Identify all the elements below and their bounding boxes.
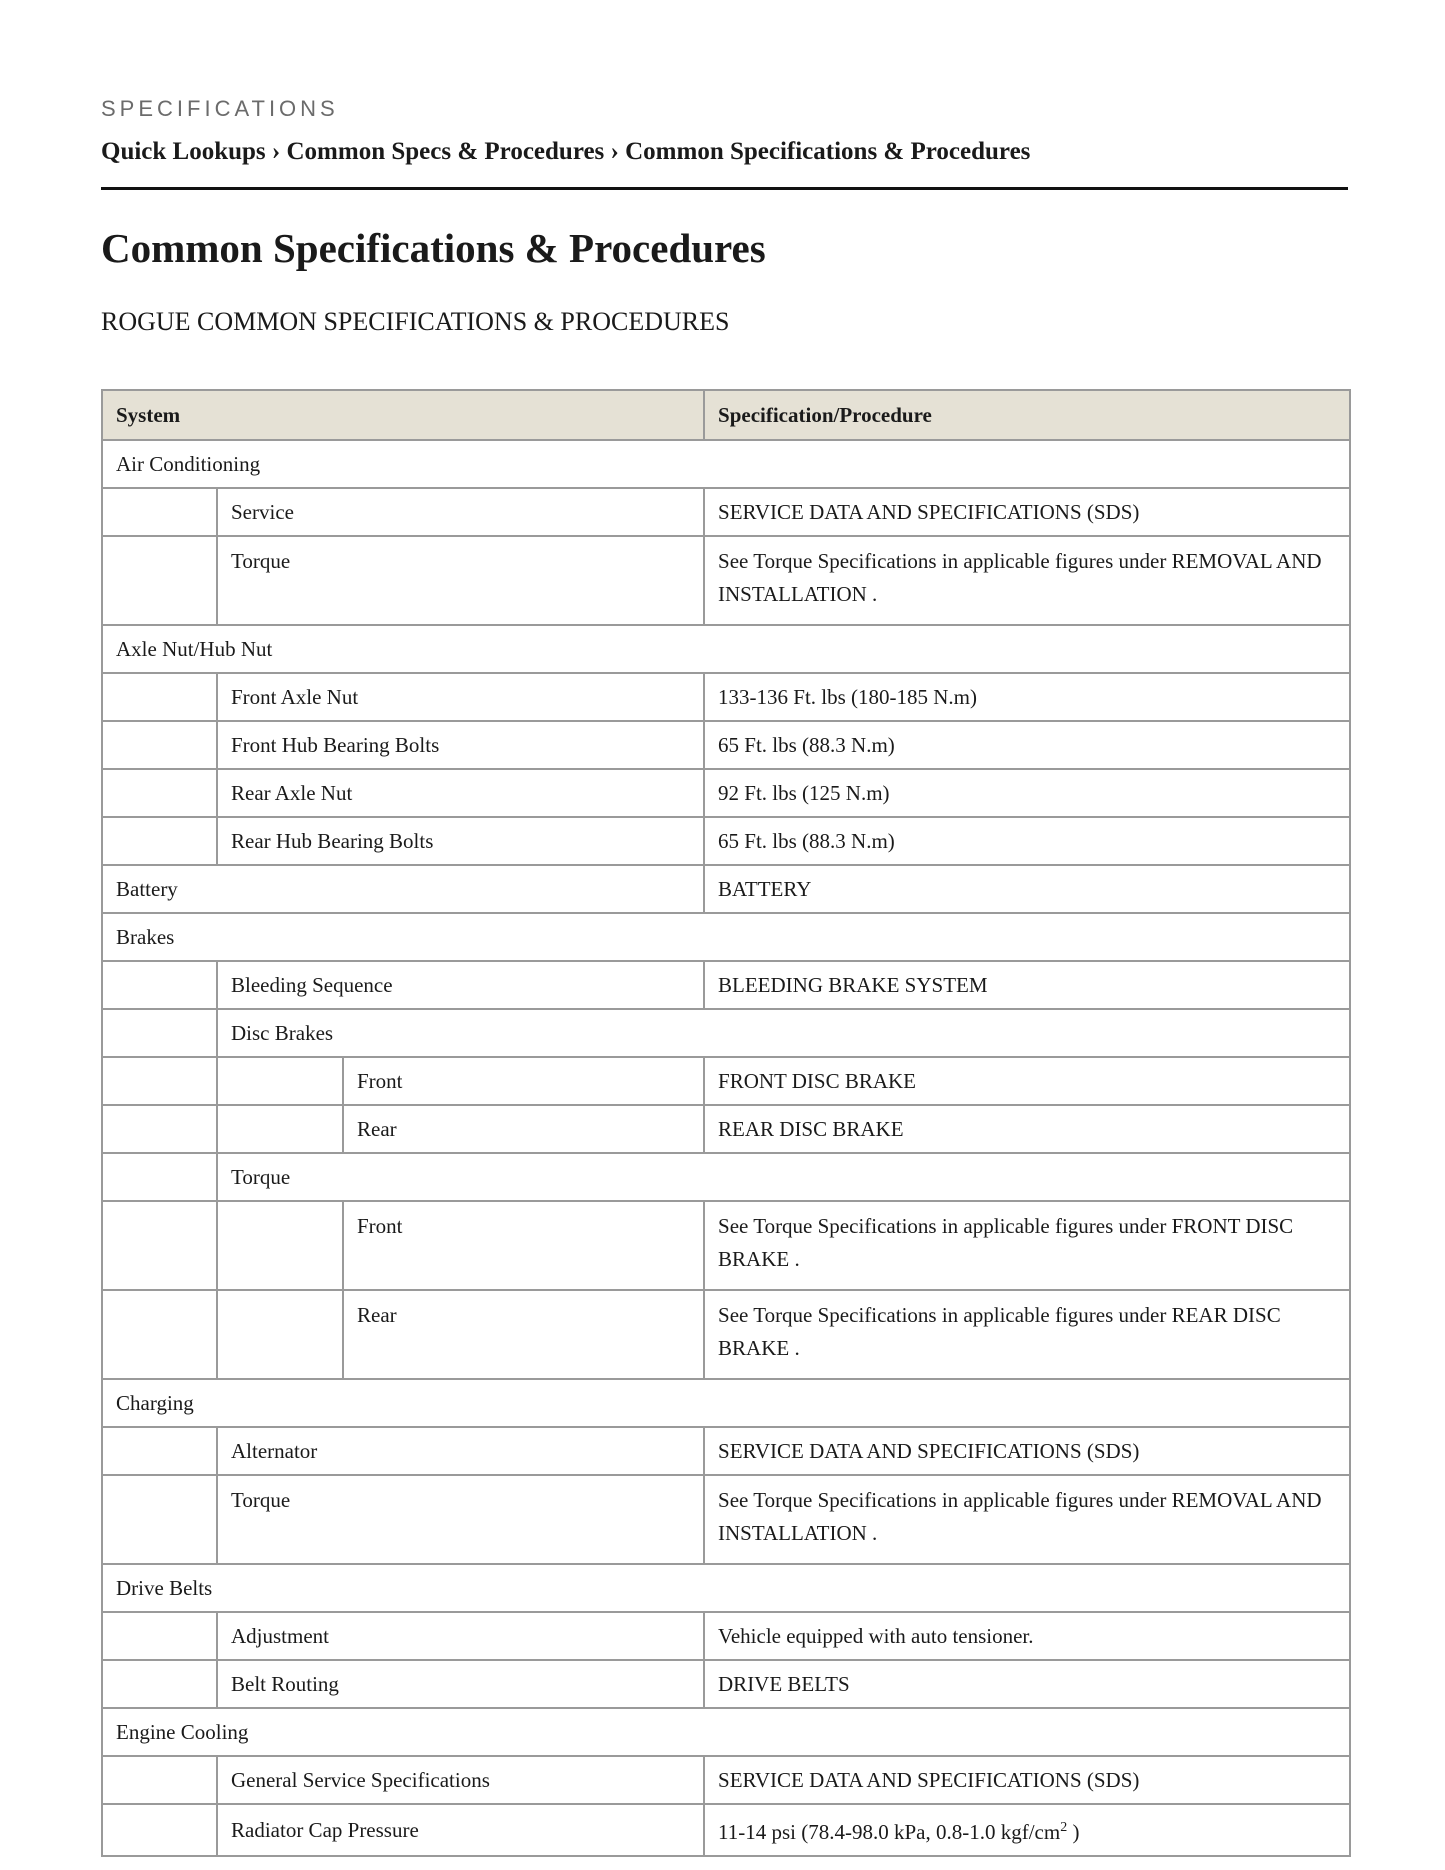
indent-cell	[102, 1427, 217, 1475]
table-row-group	[102, 625, 1350, 673]
table-row	[102, 1201, 1350, 1290]
item-name: General Service Specifications	[217, 1756, 704, 1804]
indent-cell	[217, 1057, 343, 1105]
spec-end-text: )	[1067, 1820, 1080, 1844]
item-spec: SERVICE DATA AND SPECIFICATIONS (SDS)	[704, 1427, 1350, 1475]
table-row	[102, 1057, 1350, 1105]
indent-cell	[217, 1105, 343, 1153]
item-name: Front Hub Bearing Bolts	[217, 721, 704, 769]
item-spec: 133-136 Ft. lbs (180-185 N.m)	[704, 673, 1350, 721]
table-row	[102, 817, 1350, 865]
table-row	[102, 673, 1350, 721]
item-spec: See Torque Specifications in applicable figures under REMOVAL AND INSTALLATION .	[704, 1475, 1350, 1564]
table-row-group	[102, 913, 1350, 961]
indent-cell	[102, 1057, 217, 1105]
item-spec: BATTERY	[704, 865, 1350, 913]
item-spec: 65 Ft. lbs (88.3 N.m)	[704, 817, 1350, 865]
header-divider	[101, 187, 1348, 190]
indent-cell	[102, 1201, 217, 1290]
item-name: Front Axle Nut	[217, 673, 704, 721]
indent-cell	[102, 721, 217, 769]
item-spec: SERVICE DATA AND SPECIFICATIONS (SDS)	[704, 488, 1350, 536]
system-group-label: Drive Belts	[102, 1564, 1350, 1612]
table-row-group	[102, 1564, 1350, 1612]
item-name: Service	[217, 488, 704, 536]
item-name: Rear	[343, 1105, 704, 1153]
table-row	[102, 1804, 1350, 1856]
indent-cell	[102, 1756, 217, 1804]
table-row-subgroup	[102, 1153, 1350, 1201]
system-group-label: Charging	[102, 1379, 1350, 1427]
indent-cell	[102, 1009, 217, 1057]
item-spec	[704, 1804, 1350, 1856]
item-spec: DRIVE BELTS	[704, 1660, 1350, 1708]
system-group-label: Battery	[102, 865, 704, 913]
item-name: Rear Hub Bearing Bolts	[217, 817, 704, 865]
indent-cell	[102, 1660, 217, 1708]
subgroup-label: Disc Brakes	[217, 1009, 1350, 1057]
item-name: Radiator Cap Pressure	[217, 1804, 704, 1856]
table-row	[102, 1427, 1350, 1475]
system-group-label: Engine Cooling	[102, 1708, 1350, 1756]
table-row-group	[102, 440, 1350, 488]
indent-cell	[217, 1201, 343, 1290]
item-name: Rear	[343, 1290, 704, 1379]
column-header-system: System	[102, 390, 704, 440]
indent-cell	[102, 1153, 217, 1201]
table-row	[102, 961, 1350, 1009]
document-subtitle: ROGUE COMMON SPECIFICATIONS & PROCEDURES	[101, 307, 730, 336]
item-spec: 65 Ft. lbs (88.3 N.m)	[704, 721, 1350, 769]
indent-cell	[102, 1612, 217, 1660]
spec-superscript: 2	[1060, 1820, 1068, 1835]
item-name: Belt Routing	[217, 1660, 704, 1708]
spec-main-text: 11-14 psi (78.4-98.0 kPa, 0.8-1.0 kgf/cm	[718, 1820, 1061, 1844]
item-spec: SERVICE DATA AND SPECIFICATIONS (SDS)	[704, 1756, 1350, 1804]
table-row-group	[102, 1708, 1350, 1756]
table-row	[102, 1660, 1350, 1708]
specifications-table	[101, 389, 1351, 1857]
item-spec: See Torque Specifications in applicable figures under REMOVAL AND INSTALLATION .	[704, 536, 1350, 625]
breadcrumb: Quick Lookups › Common Specs & Procedures › Common Specifications & Procedures	[101, 138, 1031, 165]
table-row	[102, 769, 1350, 817]
indent-cell	[102, 769, 217, 817]
indent-cell	[102, 817, 217, 865]
table-row-group	[102, 1379, 1350, 1427]
item-name: Front	[343, 1201, 704, 1290]
indent-cell	[102, 961, 217, 1009]
column-header-spec: Specification/Procedure	[704, 390, 1350, 440]
item-spec: BLEEDING BRAKE SYSTEM	[704, 961, 1350, 1009]
page-title: Common Specifications & Procedures	[101, 225, 766, 271]
table-row	[102, 1290, 1350, 1379]
item-spec: See Torque Specifications in applicable figures under FRONT DISC BRAKE .	[704, 1201, 1350, 1290]
section-label: SPECIFICATIONS	[101, 96, 339, 121]
item-name: Alternator	[217, 1427, 704, 1475]
indent-cell	[102, 1475, 217, 1564]
indent-cell	[102, 1105, 217, 1153]
indent-cell	[102, 1804, 217, 1856]
item-name: Front	[343, 1057, 704, 1105]
item-name: Rear Axle Nut	[217, 769, 704, 817]
item-spec: FRONT DISC BRAKE	[704, 1057, 1350, 1105]
table-row-subgroup	[102, 1009, 1350, 1057]
table-header-row	[102, 390, 1350, 440]
item-spec: See Torque Specifications in applicable figures under REAR DISC BRAKE .	[704, 1290, 1350, 1379]
system-group-label: Axle Nut/Hub Nut	[102, 625, 1350, 673]
table-row	[102, 1612, 1350, 1660]
table-row	[102, 536, 1350, 625]
indent-cell	[102, 673, 217, 721]
table-row	[102, 865, 1350, 913]
indent-cell	[217, 1290, 343, 1379]
item-spec: Vehicle equipped with auto tensioner.	[704, 1612, 1350, 1660]
item-name: Torque	[217, 536, 704, 625]
item-name: Torque	[217, 1475, 704, 1564]
indent-cell	[102, 488, 217, 536]
table-row	[102, 488, 1350, 536]
table-row	[102, 1756, 1350, 1804]
table-row	[102, 721, 1350, 769]
table-row	[102, 1105, 1350, 1153]
item-name: Adjustment	[217, 1612, 704, 1660]
system-group-label: Air Conditioning	[102, 440, 1350, 488]
indent-cell	[102, 536, 217, 625]
item-spec: 92 Ft. lbs (125 N.m)	[704, 769, 1350, 817]
table-row	[102, 1475, 1350, 1564]
item-name: Bleeding Sequence	[217, 961, 704, 1009]
item-spec: REAR DISC BRAKE	[704, 1105, 1350, 1153]
indent-cell	[102, 1290, 217, 1379]
system-group-label: Brakes	[102, 913, 1350, 961]
subgroup-label: Torque	[217, 1153, 1350, 1201]
